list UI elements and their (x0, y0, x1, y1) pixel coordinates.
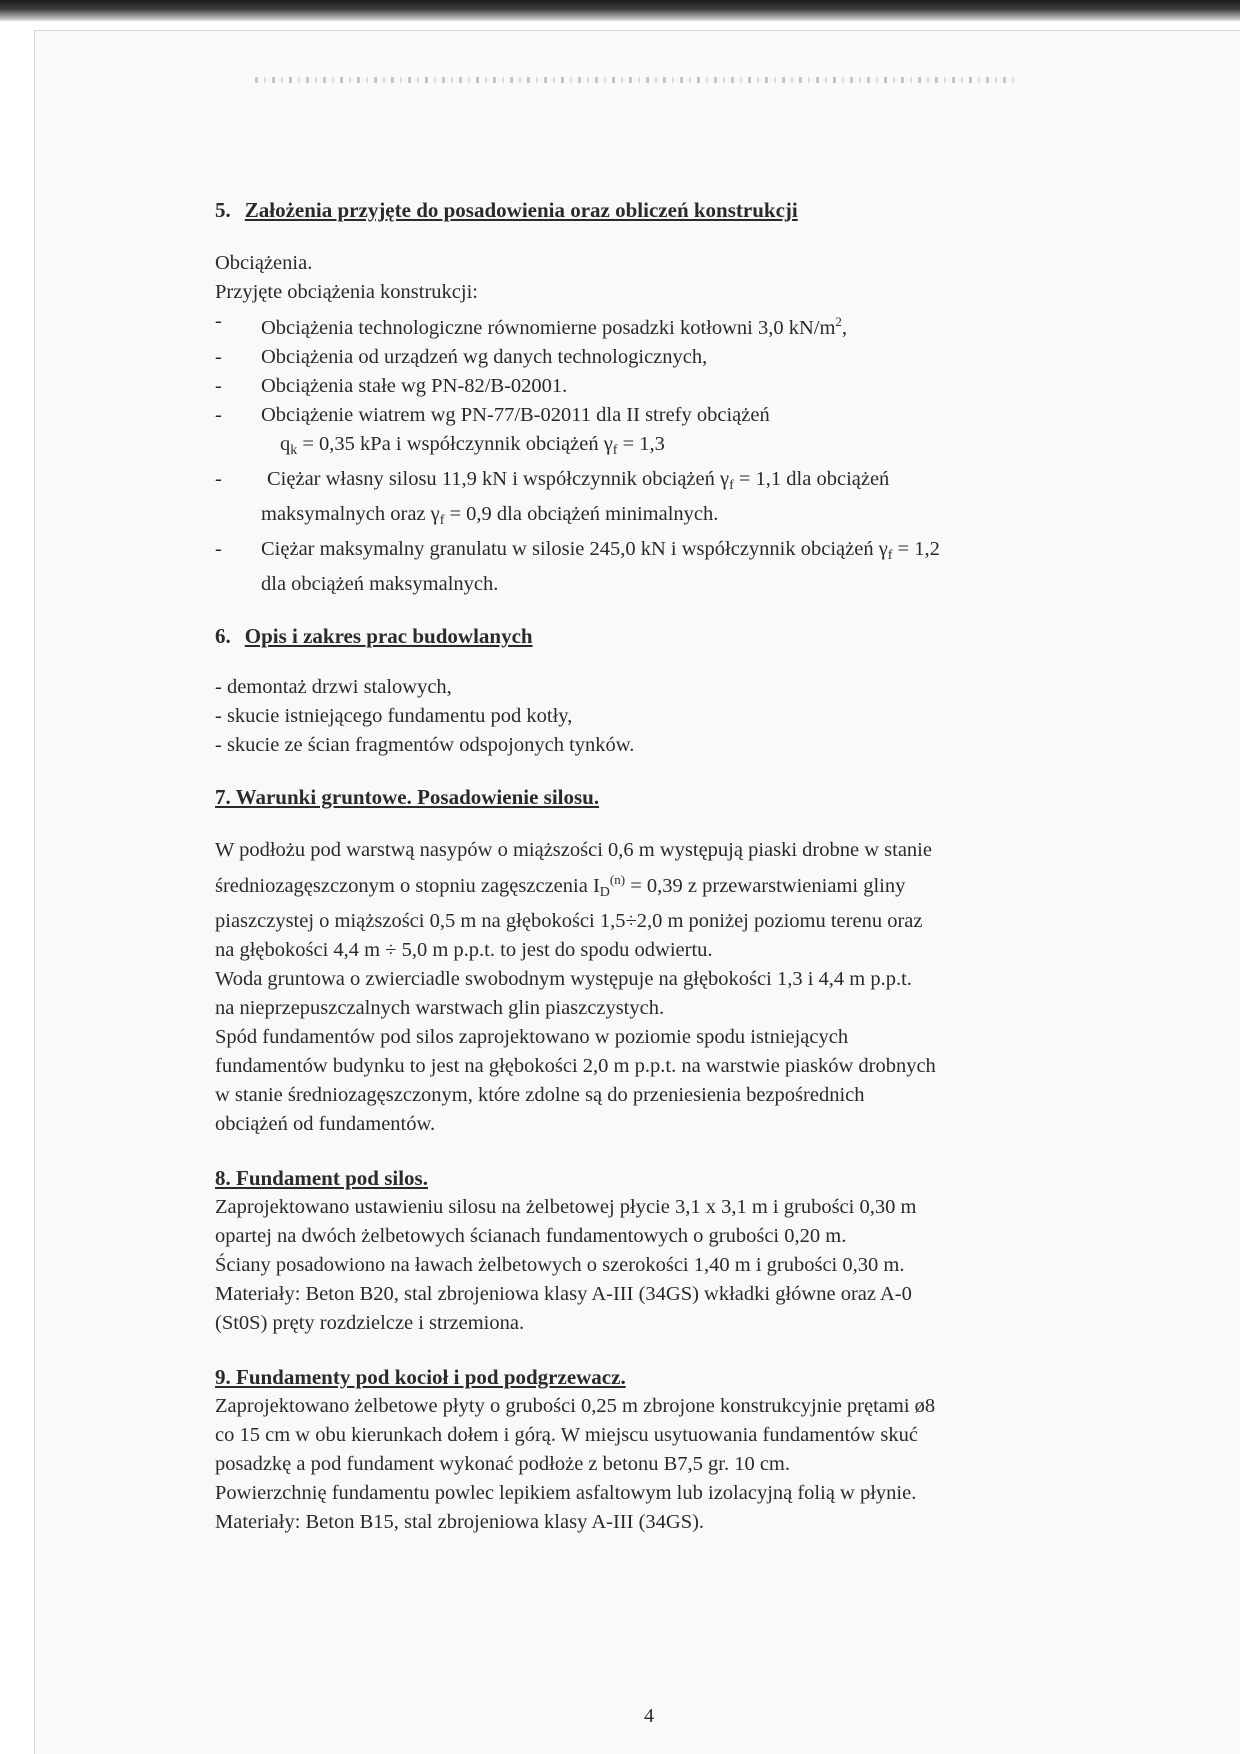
scan-shadow-top (0, 0, 1240, 22)
paragraph-line: Materiały: Beton B15, stal zbrojeniowa klasy A-III (34GS). (215, 1511, 705, 1533)
paragraph-line: obciążeń od fundamentów. (215, 1113, 436, 1135)
page-number: 4 (644, 1705, 654, 1727)
paragraph-line: Ściany posadowiono na ławach żelbetowych o szerokości 1,40 m i grubości 0,30 m. (215, 1254, 905, 1276)
list-item: - Obciążenia od urządzeń wg danych technologicznych, (215, 346, 708, 368)
paragraph-line: na nieprzepuszczalnych warstwach glin piaszczystych. (215, 997, 665, 1019)
paragraph-line: Zaprojektowano żelbetowe płyty o grubości 0,25 m zbrojone konstrukcyjnie prętami ø8 (215, 1395, 936, 1417)
section-9-heading (215, 1362, 1115, 1392)
paragraph: Obciążenia. (215, 252, 313, 274)
list-item: - skucie ze ścian fragmentów odspojonych tynków. (215, 734, 635, 756)
list-item: - Ciężar maksymalny granulatu w silosie 245,0 kN i współczynnik obciążeń $\gamma_f = 1,2$ (215, 538, 940, 563)
scan-smudge (255, 77, 1015, 83)
paragraph-line: Materiały: Beton B20, stal zbrojeniowa klasy A-III (34GS) wkładki główne oraz A-0 (215, 1283, 912, 1305)
paragraph-line: średniozagęszczonym o stopniu zagęszczenia $I_D^{(n)} = 0,39$ z przewarstwieniami gliny (215, 872, 906, 900)
section-5-heading (215, 195, 1115, 225)
list-item-continuation: $q_k = 0,35$ kPa i współczynnik obciążeń $\gamma_f = 1,3$ (280, 433, 665, 458)
paragraph-line: co 15 cm w obu kierunkach dołem i górą. W miejscu usytuowania fundamentów skuć (215, 1424, 918, 1446)
section-title: Założenia przyjęte do posadowienia oraz obliczeń konstrukcji (244, 198, 798, 222)
section-title: 8. Fundament pod silos. (215, 1166, 428, 1190)
section-title: 7. Warunki gruntowe. Posadowienie silosu. (215, 785, 600, 809)
paragraph-line: Powierzchnię fundamentu powlec lepikiem asfaltowym lub izolacyjną folią w płynie. (215, 1482, 917, 1504)
list-item: - Obciążenia technologiczne równomierne posadzki kotłowni 3,0 $kN/m^2$, (215, 310, 848, 339)
paragraph-line: Woda gruntowa o zwierciadle swobodnym występuje na głębokości 1,3 i 4,4 m p.p.t. (215, 968, 912, 990)
paragraph-line: W podłożu pod warstwą nasypów o miąższości 0,6 m występują piaski drobne w stanie (215, 839, 932, 861)
section-number: 5. (215, 198, 231, 222)
list-item: - Obciążenia stałe wg PN-82/B-02001. (215, 375, 568, 397)
list-item: - demontaż drzwi stalowych, (215, 676, 452, 698)
document-body (215, 195, 1115, 1537)
section-number: 6. (215, 624, 231, 648)
paragraph: Przyjęte obciążenia konstrukcji: (215, 281, 478, 303)
paragraph-line: opartej na dwóch żelbetowych ścianach fundamentowych o grubości 0,20 m. (215, 1225, 847, 1247)
paragraph-line: na głębokości 4,4 m ÷ 5,0 m p.p.t. to jest do spodu odwiertu. (215, 939, 713, 961)
section-6-heading (215, 621, 1115, 651)
list-item: - Ciężar własny silosu 11,9 kN i współczynnik obciążeń $\gamma_f = 1,1$ dla obciążeń (215, 468, 890, 493)
paragraph-line: Spód fundamentów pod silos zaprojektowano w poziomie spodu istniejących (215, 1026, 849, 1048)
paragraph-line: (St0S) pręty rozdzielcze i strzemiona. (215, 1312, 525, 1334)
section-title: 9. Fundamenty pod kocioł i pod podgrzewacz. (215, 1365, 626, 1389)
paragraph-line: piaszczystej o miąższości 0,5 m na głębokości 1,5÷2,0 m poniżej poziomu terenu oraz (215, 910, 923, 932)
paragraph-line: w stanie średniozagęszczonym, które zdolne są do przeniesienia bezpośrednich (215, 1084, 865, 1106)
paragraph-line: posadzkę a pod fundament wykonać podłoże z betonu B7,5 gr. 10 cm. (215, 1453, 790, 1475)
section-8-heading (215, 1163, 1115, 1193)
section-7-heading (215, 782, 1115, 812)
section-title: Opis i zakres prac budowlanych (244, 624, 533, 648)
list-item-continuation: dla obciążeń maksymalnych. (261, 573, 499, 595)
list-item: - Obciążenie wiatrem wg PN-77/B-02011 dla II strefy obciążeń (215, 404, 770, 426)
paragraph-line: fundamentów budynku to jest na głębokości 2,0 m p.p.t. na warstwie piasków drobnych (215, 1055, 936, 1077)
list-item-continuation: maksymalnych oraz $\gamma_f = 0,9$ dla obciążeń minimalnych. (261, 503, 719, 528)
list-item: - skucie istniejącego fundamentu pod kotły, (215, 705, 573, 727)
paragraph-line: Zaprojektowano ustawieniu silosu na żelbetowej płycie 3,1 x 3,1 m i grubości 0,30 m (215, 1196, 917, 1218)
